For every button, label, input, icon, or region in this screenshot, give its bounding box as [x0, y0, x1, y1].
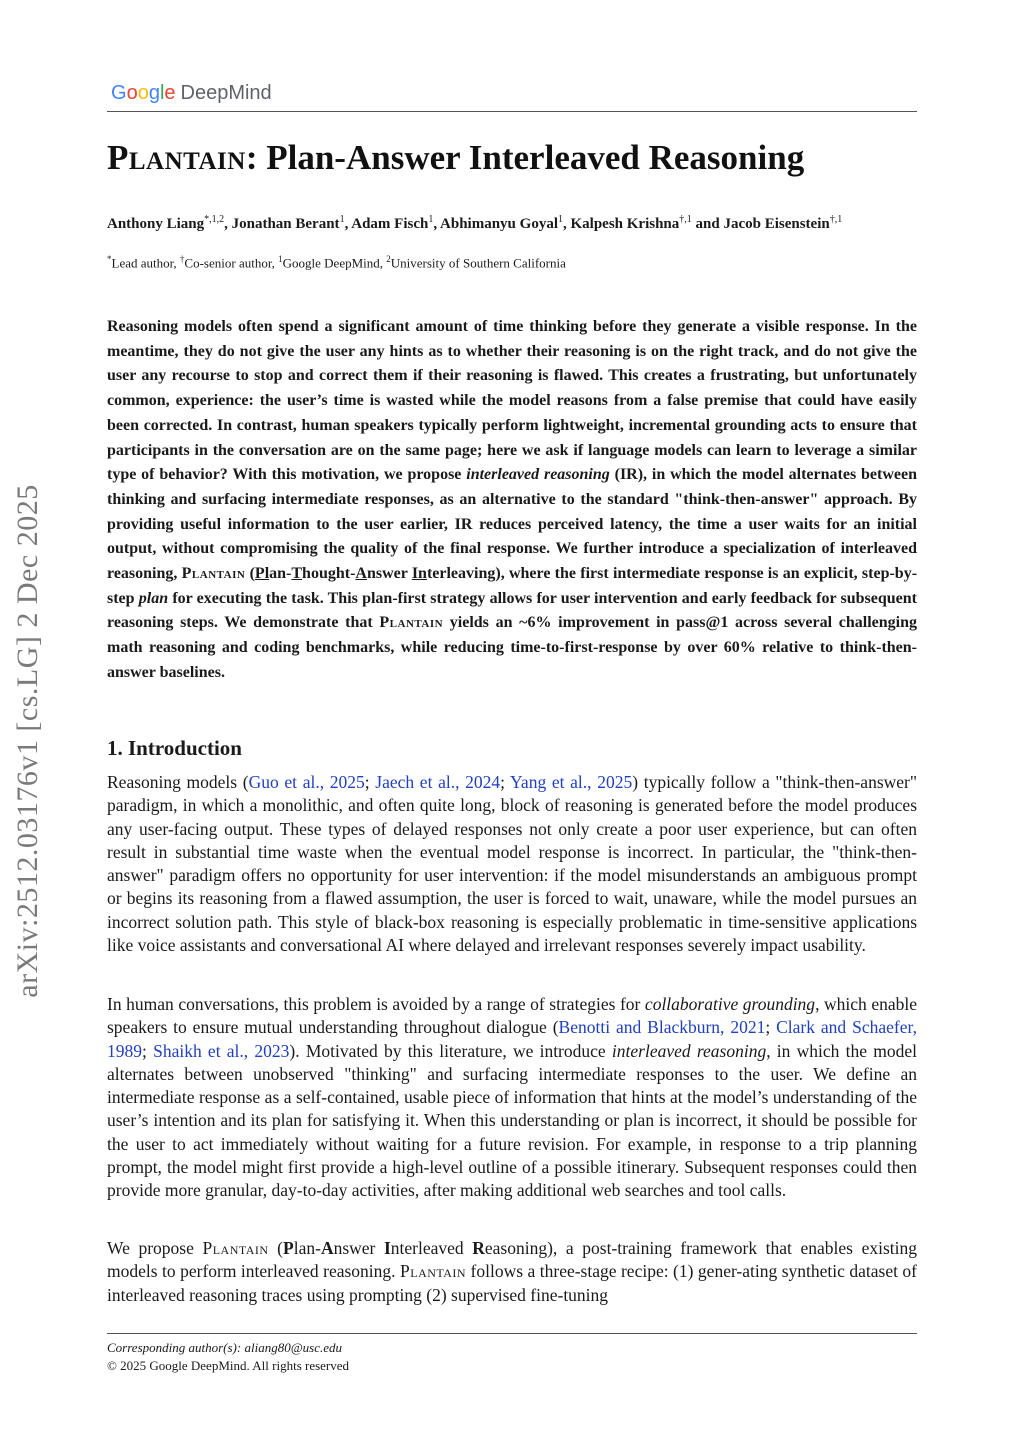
body-plantain: Plantain — [400, 1261, 467, 1282]
logo-letter: o — [137, 82, 149, 104]
google-deepmind-logo — [111, 82, 272, 108]
author: Anthony Liang — [107, 216, 205, 232]
logo-letter: o — [126, 82, 138, 104]
body-text: lan- — [293, 1238, 321, 1258]
abstract-text: hought — [302, 565, 351, 583]
corresponding-email: aliang80@usc.edu — [244, 1340, 343, 1355]
author: Jacob Eisenstein — [723, 216, 830, 232]
copyright: © 2025 Google DeepMind. All rights reserved — [107, 1358, 350, 1373]
body-text: ), a post-training framework that enables existing models to perform interleaved reasoning. — [107, 1238, 917, 1282]
intro-paragraph-1 — [107, 771, 917, 957]
body-text: ( — [268, 1238, 284, 1258]
author: Adam Fisch — [351, 216, 429, 232]
logo-letter: l — [159, 82, 165, 104]
author-sup: 1 — [428, 214, 434, 225]
acronym-letter: In — [411, 565, 427, 583]
affil-sup: * — [107, 254, 112, 264]
affil-text: Lead author, — [111, 255, 180, 271]
corresponding-author — [107, 1340, 342, 1356]
author-sup: 1 — [557, 214, 563, 225]
body-text: In human conversations, this problem is avoided by a range of strategies for — [107, 994, 645, 1014]
author-sep: , — [562, 216, 571, 232]
author-sup: *,1,2 — [204, 214, 225, 225]
author-sep: , — [224, 216, 232, 232]
body-text: easoning — [484, 1238, 548, 1258]
intro-paragraph-2 — [107, 993, 917, 1203]
abstract-text: for executing the task. This plan-first strategy allows for user intervention and early feedback for subsequent reasoning steps. We demonstrate that — [107, 589, 917, 632]
acronym-letter: I — [383, 1238, 391, 1258]
abstract: Reasoning models often spend a significant amount of time thinking before they generate a visible response. In the meantime, they do not give the user any hints as to whether their reasoning is on the right track, and do not give the user any recourse to stop and correct them if their reasoning is flawed. This creates a frustrating, but unfortunately common, experience: the user’s time is wasted while the model reasons from a false premise that could have easily been corrected. In contrast, human speakers typically perform lightweight, incremental grounding acts to ensure that participants in the conversation are on the same page; here we ask if language models can learn to leverage a similar type of behavior? With this motivation, we propose interleaved reasoning (IR), in which the model alternates between thinking and surfacing intermediate responses, as an alternative to the standard "think-then-answer" approach. By providing useful information to the user earlier, IR reduces perceived latency, the time a user waits for an initial output, without compromising the quality of the final response. We further introduce a specialization of interleaved reasoning, Plantain (Plan-Thought-Answer Interleaving), where the first intermediate response is an explicit, step-by-step plan for executing the task. This plan-first strategy allows for user intervention and early feedback for subsequent reasoning steps. We demonstrate that Plantain yields an ~6% improvement in pass@1 across several challenging math reasoning and coding benchmarks, while reducing time-to-first-response by over 60% relative to think-then-answer baselines. — [107, 318, 918, 681]
author-sep: , — [433, 216, 441, 232]
affil-text: Google DeepMind, — [282, 255, 387, 271]
abstract-term-plan: plan — [138, 589, 169, 607]
acronym-letter: T — [291, 565, 303, 583]
body-text: ; — [500, 772, 511, 792]
title-name: Plantain — [107, 138, 246, 177]
affil-sup: † — [179, 254, 185, 264]
body-text: nswer — [333, 1238, 384, 1258]
acronym-letter: A — [355, 565, 367, 583]
citation-link[interactable]: Benotti and Blackburn, 2021 — [558, 1017, 766, 1038]
acronym-letter: Pl — [254, 565, 270, 583]
abstract-text: nswer — [366, 565, 408, 583]
acronym-letter: P — [283, 1238, 294, 1258]
body-text: , in which the model alternates between unobserved "thinking" and surfacing intermediate responses to the user. We define an intermediate response as a self-contained, usable piece of information that hints at the model’s understanding of the user’s intention and its plan for satisfying it. When this understanding or plan is incorrect, it should be possible for the user to act immediately without waiting for a future revision. For example, in response to a trip planning prompt, the model might first provide a high-level outline of a possible itinerary. Subsequent responses could then provide more granular, day-to-day activities, after making additional web searches and tool calls. — [107, 1040, 917, 1201]
body-text: ; — [142, 1040, 154, 1061]
abstract-text: (IR), in which the model alternates between thinking and surfacing intermediate responses, as an alternative to the standard "think-then-answer" approach. By providing useful information to the user earlier, IR reduces perceived latency, the time a user waits for an initial output, without compromising the quality of the final response. We further introduce a specialization of interleaved reasoning, — [107, 466, 917, 583]
author-sep: , — [344, 216, 352, 232]
body-text: ) typically follow a "think-then-answer" paradigm, in which a monolithic, and often quite long, block of reasoning is generated before the model produces any user-facing output. These types of delayed responses not only create a poor user experience, but can often result in substantial time waste when the eventual model response is incorrect. In particular, the "think-then-answer" paradigm offers no opportunity for user intervention: if the model misunderstands an ambiguous prompt or begins its reasoning from a flawed assumption, the user is forced to wait, unaware, while the model pursues an incorrect solution path. This style of black-box reasoning is especially problematic in time-sensitive applications like voice assistants and conversational AI where delayed and irrelevant responses severely impact usability. — [107, 772, 918, 956]
affil-text: University of Southern California — [390, 255, 566, 271]
intro-paragraph-3 — [107, 1237, 917, 1307]
corresponding-label: Corresponding author(s): — [107, 1340, 245, 1355]
footer-divider — [107, 1333, 917, 1334]
citation-link[interactable]: Clark and Schaefer, 1989 — [107, 1017, 917, 1061]
acronym-letter: R — [472, 1238, 485, 1258]
body-plantain: Plantain — [202, 1238, 269, 1258]
body-text: nterleaved — [390, 1238, 473, 1258]
arxiv-stamp: arXiv:2512.03176v1 [cs.LG] 2 Dec 2025 — [11, 484, 44, 998]
logo-letter: G — [111, 82, 127, 104]
acronym-letter: A — [320, 1238, 334, 1258]
abstract-plantain: Plantain — [181, 565, 246, 583]
paper-title — [107, 138, 804, 178]
logo-letter: g — [148, 82, 160, 104]
body-text: ; — [364, 772, 376, 792]
author-sup: 1 — [339, 214, 345, 225]
term-collaborative-grounding: collaborative grounding — [644, 994, 816, 1014]
citation-link[interactable]: Yang et al., 2025 — [510, 772, 633, 792]
citation-link[interactable]: Shaikh et al., 2023 — [153, 1040, 290, 1061]
body-text: follows a three-stage recipe: (1) gener-ating synthetic dataset of interleaved reasoning traces using prompting (2) supervised fine-tuning — [107, 1261, 917, 1305]
body-text: We propose — [107, 1238, 203, 1258]
abstract-text: ( — [245, 565, 255, 583]
abstract-text: an — [269, 565, 287, 583]
title-rest: : Plan-Answer Interleaved Reasoning — [245, 138, 805, 177]
affiliations — [107, 254, 917, 271]
body-text: ; — [765, 1017, 777, 1038]
affil-sup: 2 — [386, 254, 391, 264]
section-heading-introduction: 1. Introduction — [107, 736, 242, 760]
citation-link[interactable]: Jaech et al., 2024 — [375, 772, 501, 792]
term-interleaved-reasoning: interleaved reasoning — [611, 1040, 767, 1061]
author: Jonathan Berant — [231, 216, 340, 232]
body-text: Reasoning models ( — [107, 772, 249, 792]
abstract-text: yields an ~6% improvement in pass@1 across several challenging math reasoning and coding benchmarks, while reducing time-to-first-response by over 60% relative to think-then-answer baselines. — [107, 614, 918, 681]
logo-letter: e — [164, 82, 176, 104]
citation-link[interactable]: Guo et al., 2025 — [248, 772, 365, 792]
logo-deepmind-text: DeepMind — [180, 82, 272, 104]
affil-sup: 1 — [278, 254, 283, 264]
author: Kalpesh Krishna — [570, 216, 680, 232]
affil-text: Co-senior author, — [184, 255, 279, 271]
abstract-text: terleaving — [426, 565, 496, 583]
author-sup: †,1 — [679, 214, 692, 225]
author-list — [107, 209, 917, 235]
abstract-text: ), where the first intermediate response is an explicit, step-by-step — [107, 565, 918, 607]
body-text: , which enable speakers to ensure mutual understanding throughout dialogue ( — [107, 994, 917, 1038]
author: Abhimanyu Goyal — [440, 216, 558, 232]
author-sep: and — [691, 216, 724, 232]
abstract-term-ir: interleaved reasoning — [466, 466, 610, 484]
author-sup: †,1 — [829, 214, 843, 225]
header-divider — [107, 111, 917, 112]
body-text: ). Motivated by this literature, we introduce — [289, 1040, 612, 1061]
abstract-text: Reasoning models often spend a significant amount of time thinking before they generate a visible response. In the meantime, they do not give the user any hints as to whether their reasoning is on the right track, and do not give the user any recourse to stop and correct them if their reasoning is flawed. This creates a frustrating, but unfortunately common, experience: the user’s time is wasted while the model reasons from a false premise that could have easily been corrected. In contrast, human speakers typically perform lightweight, incremental grounding acts to ensure that participants in the conversation are on the same page; here we ask if language models can learn to leverage a similar type of behavior? With this motivation, we propose — [107, 318, 917, 484]
abstract-plantain: Plantain — [379, 614, 444, 632]
